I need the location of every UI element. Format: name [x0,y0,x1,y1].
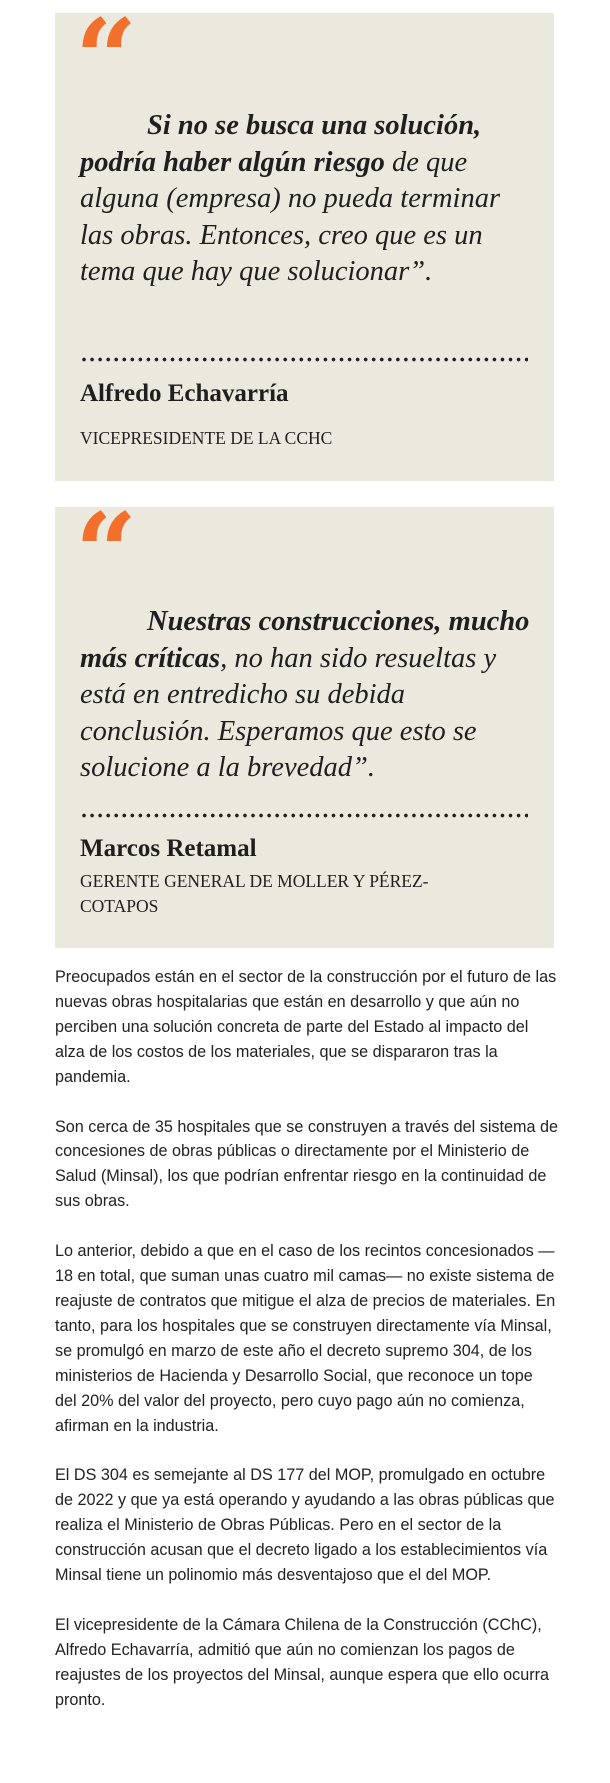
pull-quote [55,0,554,481]
pull-quote [55,490,554,948]
article-paragraph: Son cerca de 35 hospitales que se construyen a través del sistema de concesiones de obras públicas o directamente por el Ministerio de Salud (Minsal), los que podrían enfrentar riesgo en la continuidad de sus obras. [55,1117,559,1211]
quote-text-rest: , no han sido resueltas y está en entredicho su debida conclusión. Esperamos que esto se solucione a la brevedad”. [80,642,497,783]
quotation-mark-icon: “ [75,0,130,122]
article-paragraph: El DS 304 es semejante al DS 177 del MOP, promulgado en octubre de 2022 y que ya está operando y ayudando a las obras públicas que realiza el Ministerio de Obras Públicas. Pero en el sector de la construcción acusan que el decreto ligado a los establecimientos vía Minsal tiene un polinomio más desventajoso que el del MOP. [55,1466,555,1585]
dotted-divider [80,813,528,818]
quote-author-role: GERENTE GENERAL DE MOLLER Y PÉREZ-COTAPOS [80,871,429,916]
quote-text-emphasis: Nuestras construcciones, mucho más críticas [80,606,530,674]
article-paragraph: Lo anterior, debido a que en el caso de los recintos concesionados —18 en total, que suman unas cuatro mil camas— no existe sistema de reajuste de contratos que mitigue el alza de precios de materiales. En tanto, para los hospitales que se construyen directamente vía Minsal, se promulgó en marzo de este año el decreto supremo 304, de los ministerios de Hacienda y Desarrollo Social, que reconoce un tope del 20% del valor del proyecto, pero cuyo pago aún no comienza, afirman en la industria. [55,1242,556,1435]
quote-text [80,604,532,787]
article-body [55,965,558,1738]
quote-author-name: Alfredo Echavarría [80,380,289,407]
quote-text-emphasis: Si no se busca una solución, podría haber algún riesgo [80,110,482,178]
quote-author-name: Marcos Retamal [80,835,257,862]
dotted-divider [80,357,528,362]
quote-text [80,108,532,291]
quote-text-rest: de que alguna (empresa) no pueda terminar las obras. Entonces, creo que es un tema que hay que solucionar”. [80,146,501,287]
quotation-mark-icon: “ [75,490,130,616]
quote-author-role: VICEPRESIDENTE DE LA CCHC [80,428,333,448]
article-paragraph: El vicepresidente de la Cámara Chilena de la Construcción (CChC), Alfredo Echavarría, admitió que aún no comienzan los pagos de reajustes de los proyectos del Minsal, aunque espera que ello ocurra pronto. [55,1615,550,1709]
article-paragraph: Preocupados están en el sector de la construcción por el futuro de las nuevas obras hospitalarias que están en desarrollo y que aún no perciben una solución concreta de parte del Estado al impacto del alza de los costos de los materiales, que se dispararon tras la pandemia. [55,968,557,1086]
